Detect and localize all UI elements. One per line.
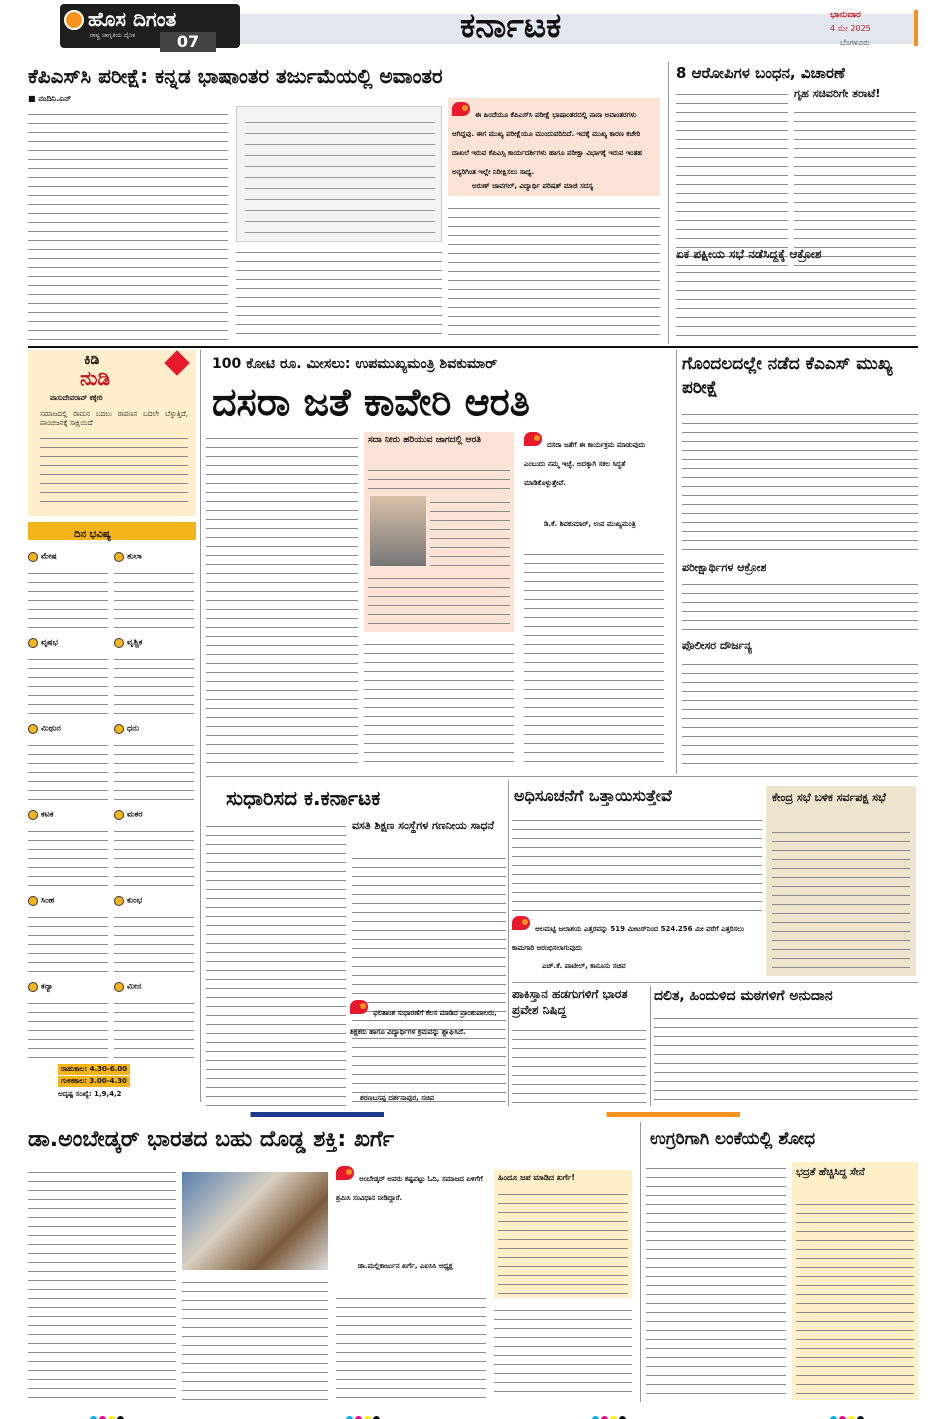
registration-marks-far: [830, 1408, 866, 1419]
horoscope-sign: [114, 718, 196, 800]
zodiac-name: ಮೀನ: [127, 981, 142, 991]
zodiac-name: ವೃಶ್ಚಿಕ: [127, 637, 143, 647]
registration-marks-mid: [346, 1408, 382, 1419]
horoscope-sign: [28, 804, 110, 886]
zodiac-icon: [114, 638, 124, 648]
horoscope-sign: [114, 546, 196, 628]
horoscope-sign: [28, 976, 110, 1058]
zodiac-icon: [114, 982, 124, 992]
hindu-box-title: ಹಿಂದೂ ಜಪ ಮಾಡಿದ ಖರ್ಗೆ!: [498, 1173, 576, 1182]
kendra-body: [772, 826, 910, 972]
zodiac-name: ಸಿಂಹ: [41, 895, 55, 905]
zodiac-text: [114, 997, 194, 1059]
kidi-title: ಕಿಡಿ: [84, 352, 100, 368]
zodiac-icon: [28, 724, 38, 734]
zodiac-icon: [28, 810, 38, 820]
kidi-lines: [40, 432, 188, 508]
quote-icon: [350, 1000, 368, 1014]
gondala-body2: [682, 578, 918, 634]
ambedkar-col4: [494, 1304, 632, 1400]
gondala-body3: [682, 658, 918, 770]
gondala-body1: [682, 408, 918, 556]
zodiac-name: ವೃಷಭ: [41, 637, 58, 647]
zodiac-name: ಕುಂಭ: [127, 895, 143, 905]
quote-icon: [524, 432, 542, 446]
zodiac-name: ಮಿಥುನ: [41, 723, 61, 733]
zodiac-text: [114, 739, 194, 801]
ambedkar-quote: ಅಂಬೇಡ್ಕರ್ ಅವರು ಕಷ್ಟಪಟ್ಟು ಓದಿ, ಸಮಾಜದ ಏಳಿಗೆಗೆ ಶ್ರಮಿಸಿ ಸಂವಿಧಾನ ನೀಡಿದ್ದಾರೆ.: [336, 1175, 483, 1202]
kpsc-quote: ಈ ಹಿಂದೆಯೂ ಕೆಪಿಎಸ್‌ಸಿ ಪರೀಕ್ಷೆ ಭಾಷಾಂತರದಲ್ಲಿ ನಾನಾ ಅವಾಂತರಗಳು ಆಗಿದ್ದವು. ಈಗ ಮುಖ್ಯ ಪರೀಕ್ಷೆಯೂ ಮುಂದುವರಿದಿದೆ. ಇದಕ್ಕೆ ಮುಖ್ಯ ಕಾರಣ ಕಚೇರಿ ದಾಖಲೆ ಇರುವ ಕೆಪಿಎಸ್ಸಿ ಕಾರ್ಯದರ್ಶಿಗಳು ಹಾಗೂ ಪರೀಕ್ಷಾ ವಿಭಾಗಕ್ಕೆ ಇರುವ ಇಂತಹ ಅನ್ಯರಿಗಿಂತ ಇಲ್ಲೇ ನಿರೀಕ್ಷಿಸಲು ಸಾಧ್ಯ.: [452, 111, 643, 176]
zodiac-text: [114, 653, 194, 715]
quote-icon: [512, 916, 530, 930]
phalitamsha-quote: ಫಲಿತಾಂಶ ಸುಧಾರಣೆಗೆ ಕೆಲಸ ಮಾಡಿದ ಪ್ರಾಂಶುಪಾಲರು, ಶಿಕ್ಷಕರು ಹಾಗೂ ವಿದ್ಯಾರ್ಥಿಗಳ ಕ್ರಮವನ್ನು ಶ್ಲಾಘಿಸಿದೆ.: [350, 1009, 497, 1036]
gondala-sub2: ಪೊಲೀಸರ ದೌರ್ಜನ್ಯ: [682, 639, 752, 652]
arrest-sub: ಗೃಹ ಸಚಿವರಿಗೇ ತರಾಟೆ!: [794, 87, 881, 100]
horoscope-sign: [28, 718, 110, 800]
horoscope-sign: [28, 890, 110, 972]
issue-city: ಬೆಂಗಳೂರು: [840, 38, 870, 47]
dasara-col1: [206, 432, 358, 770]
dalita-story: [654, 986, 918, 1106]
adhisuchane-story: [512, 780, 762, 976]
dasara-box: [364, 432, 514, 632]
zodiac-text: [114, 911, 194, 973]
horoscope-sign: [114, 976, 196, 1058]
adhisuchane-headline[interactable]: ಅಧಿಸೂಚನೆಗೆ ಒತ್ತಾಯಿಸುತ್ತೇವೆ: [514, 786, 672, 805]
zodiac-text: [28, 653, 108, 715]
zodiac-text: [28, 825, 108, 887]
zodiac-icon: [28, 896, 38, 906]
zodiac-icon: [28, 552, 38, 562]
dasara-quote-author: ಡಿ.ಕೆ. ಶಿವಕುಮಾರ್, ಉಪ ಮುಖ್ಯಮಂತ್ರಿ: [544, 520, 636, 528]
zodiac-icon: [28, 982, 38, 992]
kpsc-col3: [448, 202, 660, 342]
ambedkar-col3: [336, 1292, 486, 1400]
gulika-kala: ಗುಳಿಕಕಾಲ: 3.00-4.30: [58, 1076, 130, 1087]
section-divider: [28, 1112, 918, 1117]
dalita-body: [654, 1012, 918, 1104]
brand-tagline: ರಾಷ್ಟ್ರ ಜಾಗೃತಿಯ ದೈನಿಕ: [90, 32, 136, 39]
ambedkar-quote-box: [336, 1166, 486, 1286]
kpsc-byline: [28, 94, 71, 104]
arrest-sub2: ಏಕ ಪಕ್ಷೀಯ ಸಭೆ ನಡೆಸಿದ್ದಕ್ಕೆ ಆಕ್ರೋಶ: [676, 247, 822, 261]
sudharisada-col1: [206, 820, 346, 1108]
horoscope-box: [28, 522, 196, 991]
adhisuchane-quote-box: [512, 916, 762, 974]
ugraru-body: [646, 1162, 786, 1400]
kidi-body: ಸಮಾಜದಲ್ಲಿ ರಾಮನ ಬದಲು ರಾವಣನ ಬದಲೇ ಬೆಳ್ಳುತ್ತಿದೆ, ಪಾಂಚಜನಕ್ಕೆ ಸಾಕ್ಷಿಯಿದೆ: [40, 410, 188, 427]
dalita-headline[interactable]: ದಲಿತ, ಹಿಂದುಳಿದ ಮಠಗಳಿಗೆ ಅನುದಾನ: [654, 988, 833, 1004]
pakistan-body: [512, 1024, 646, 1104]
arrest-col2: [794, 106, 916, 266]
zodiac-text: [28, 997, 108, 1059]
horoscope-title: [28, 522, 196, 540]
arrest-col3: [676, 266, 916, 342]
masthead: [0, 0, 945, 56]
horoscope-sign: [28, 632, 110, 714]
kendra-headline[interactable]: ಕೇಂದ್ರ ಸಭೆ ಬಳಿಕ ಸರ್ವಪಕ್ಷ ಸಭೆ: [772, 791, 886, 804]
horoscope-title-text: ದಿನ ಭವಿಷ್ಯ: [74, 529, 111, 540]
horoscope-grid: [28, 546, 196, 1026]
quote-icon: [336, 1166, 354, 1180]
ugraru-headline[interactable]: ಉಗ್ರರಿಗಾಗಿ ಲಂಕೆಯಲ್ಲಿ ಶೋಧ: [650, 1129, 816, 1149]
sudharisada-sub: ವಸತಿ ಶಿಕ್ಷಣ ಸಂಸ್ಥೆಗಳ ಗಣನೀಯ ಸಾಧನೆ: [352, 819, 495, 832]
horoscope-sign: [114, 890, 196, 972]
kidi-title2: ನುಡಿ: [80, 366, 111, 390]
header-accent: [914, 10, 918, 46]
kpsc-story: [28, 62, 660, 344]
zodiac-icon: [114, 896, 124, 906]
ugraru-box: [792, 1162, 918, 1400]
kpsc-col2: [236, 246, 442, 342]
brand-name: ಹೊಸ ದಿಗಂತ: [88, 7, 177, 31]
pakistan-headline[interactable]: ಪಾಕಿಸ್ತಾನ ಹಡಗುಗಳಿಗೆ ಭಾರತ ಪ್ರವೇಶ ನಿಷಿದ್ಧ: [512, 987, 628, 1017]
zodiac-text: [114, 825, 194, 887]
ambedkar-quote-author: ಡಾ.ಮಲ್ಲಿಕಾರ್ಜುನ ಖರ್ಗೆ, ಎಐಸಿಸಿ ಅಧ್ಯಕ್ಷ: [358, 1262, 453, 1270]
rahu-kala: ರಾಹುಕಾಲ: 4.30-6.00: [58, 1064, 130, 1075]
hindu-box: [494, 1170, 632, 1298]
brand-emblem-icon: [64, 10, 84, 30]
phalitamsha-quote-author: ಶರಣಬಸಪ್ಪ ದರ್ಶನಾಪುರ, ಸಚಿವ: [360, 1094, 435, 1102]
ugraru-sub: ಭದ್ರತೆ ಹೆಚ್ಚಿಸಿದ್ದ ಸೇನೆ: [796, 1167, 865, 1178]
zodiac-name: ಕಟಕ: [41, 809, 54, 819]
section-title: ಕರ್ನಾಟಕ: [460, 6, 562, 46]
kidi-nudi-box: [28, 350, 196, 516]
dasara-story: [206, 352, 670, 772]
arrest-story: [676, 62, 916, 344]
registration-marks-right: [592, 1408, 628, 1419]
horoscope-sign: [114, 632, 196, 714]
zodiac-icon: [114, 810, 124, 820]
ambedkar-col2: [182, 1276, 328, 1400]
registration-marks-left: [90, 1408, 126, 1419]
kidi-author: ವಾಸುದೇವರಾವ್ ಕಕ್ಕೇರಿ: [50, 394, 103, 402]
adhisuchane-quote: ಆಲಮಟ್ಟಿ ಜಲಾಶಯ ಎತ್ತರವನ್ನು 519 ಮೀಟರ್‌ನಿಂದ 524.256 ಮೀ ವರೆಗೆ ಎತ್ತರಿಸಲು ಕಾಮಗಾರಿ ಆರಂಭಿಸಲಾಗುವುದು: [512, 925, 745, 952]
kendra-box: [766, 786, 916, 976]
zodiac-name: ಮೇಷ: [41, 551, 57, 561]
zodiac-icon: [114, 724, 124, 734]
arrest-col1: [676, 88, 788, 266]
dasara-kicker: 100 ಕೋಟಿ ರೂ. ಮೀಸಲು: ಉಪಮುಖ್ಯಮಂತ್ರಿ ಶಿವಕುಮಾರ್: [212, 356, 498, 372]
zodiac-text: [28, 911, 108, 973]
dasara-quote: ದಸರಾ ಜತೆಗೆ ಈ ಕಾರ್ಯಕ್ರಮ ಮಾಡುವುದು ಎಂಬುದು ನಮ್ಮ ಇಚ್ಛೆ. ಅದಕ್ಕಾಗಿ ಸಕಲ ಸಿದ್ಧತೆ ಮಾಡಿಕೊಳ್ಳುತ್ತೇವೆ.: [524, 441, 646, 487]
zodiac-icon: [114, 552, 124, 562]
zodiac-text: [114, 567, 194, 629]
gondala-sub1: ಪರೀಕ್ಷಾರ್ಥಿಗಳ ಆಕ್ರೋಶ: [682, 561, 767, 574]
timings-box: [28, 1062, 196, 1102]
phalitamsha-quote-box: [350, 1000, 506, 1106]
issue-date: 4 ಮೇ 2025: [830, 24, 871, 33]
kpsc-byline-name: ನಂದಿನಿ.ಎನ್: [38, 94, 72, 103]
dasara-col3: [524, 548, 664, 770]
dasara-col2: [364, 638, 514, 770]
zodiac-name: ತುಲಾ: [127, 551, 142, 561]
kpsc-col1: [28, 108, 228, 342]
lucky-number: ಅದೃಷ್ಟ ಸಂಖ್ಯೆ: 1,9,4,2: [58, 1090, 122, 1098]
byline-marker: ■: [28, 94, 39, 103]
zodiac-icon: [28, 638, 38, 648]
kpsc-quote-box: [448, 98, 660, 196]
adhisuchane-body: [512, 814, 762, 912]
kpsc-headline[interactable]: ಕೆಪಿಎಸ್‌ಸಿ ಪರೀಕ್ಷೆ: ಕನ್ನಡ ಭಾಷಾಂತರ ತರ್ಜುಮೆಯಲ್ಲಿ ಅವಾಂತರ: [28, 64, 443, 88]
horoscope-sign: [28, 546, 110, 628]
ugraru-story: [646, 1122, 918, 1402]
ambedkar-col1: [28, 1166, 176, 1400]
dasara-box-title: ಸದಾ ನೀರು ಹರಿಯುವ ಜಾಗದಲ್ಲಿ ಆರತಿ: [368, 435, 481, 445]
arrest-headline[interactable]: 8 ಆರೋಪಿಗಳ ಬಂಧನ, ವಿಚಾರಣೆ: [676, 64, 845, 82]
zodiac-name: ಧನು: [127, 723, 140, 733]
sudharisada-headline[interactable]: ಸುಧಾರಿಸದ ಕ.ಕರ್ನಾಟಕ: [226, 786, 381, 810]
quote-icon: [452, 102, 470, 116]
zodiac-name: ಮಕರ: [127, 809, 143, 819]
pakistan-story: [512, 986, 646, 1106]
adhisuchane-quote-author: ಎಚ್.ಕೆ. ಪಾಟೀಲ್, ಕಾನೂನು ಸಚಿವ: [542, 962, 626, 970]
zodiac-name: ಕನ್ಯಾ: [41, 981, 53, 991]
spark-icon: [164, 350, 189, 375]
header-band: [240, 14, 914, 44]
ambedkar-photo: [182, 1172, 328, 1270]
issue-day: ಭಾನುವಾರ: [830, 10, 861, 20]
zodiac-text: [28, 567, 108, 629]
kpsc-quote-author: ಅರುಣ್ ಜಾವಗಲ್, ವಿದ್ಯಾರ್ಥಿ ಪರಿಷತ್ ಮಾಜಿ ಸದಸ್ಯ: [472, 182, 594, 190]
shivakumar-photo: [370, 496, 426, 566]
ambedkar-story: [28, 1122, 632, 1402]
gondala-story: [682, 352, 918, 772]
ambedkar-headline[interactable]: ಡಾ.ಅಂಬೇಡ್ಕರ್ ಭಾರತದ ಬಹು ದೊಡ್ಡ ಶಕ್ತಿ: ಖರ್ಗೆ: [28, 1127, 395, 1152]
zodiac-text: [28, 739, 108, 801]
page-number: 07: [160, 32, 216, 52]
horoscope-sign: [114, 804, 196, 886]
kpsc-doc-image: [236, 106, 442, 242]
gondala-headline[interactable]: ಗೊಂದಲದಲ್ಲೇ ನಡೆದ ಕೆಎಎಸ್ ಮುಖ್ಯ ಪರೀಕ್ಷೆ: [682, 354, 893, 398]
dasara-quote-box: [524, 432, 664, 542]
dasara-headline[interactable]: ದಸರಾ ಜತೆ ಕಾವೇರಿ ಆರತಿ: [212, 380, 530, 424]
